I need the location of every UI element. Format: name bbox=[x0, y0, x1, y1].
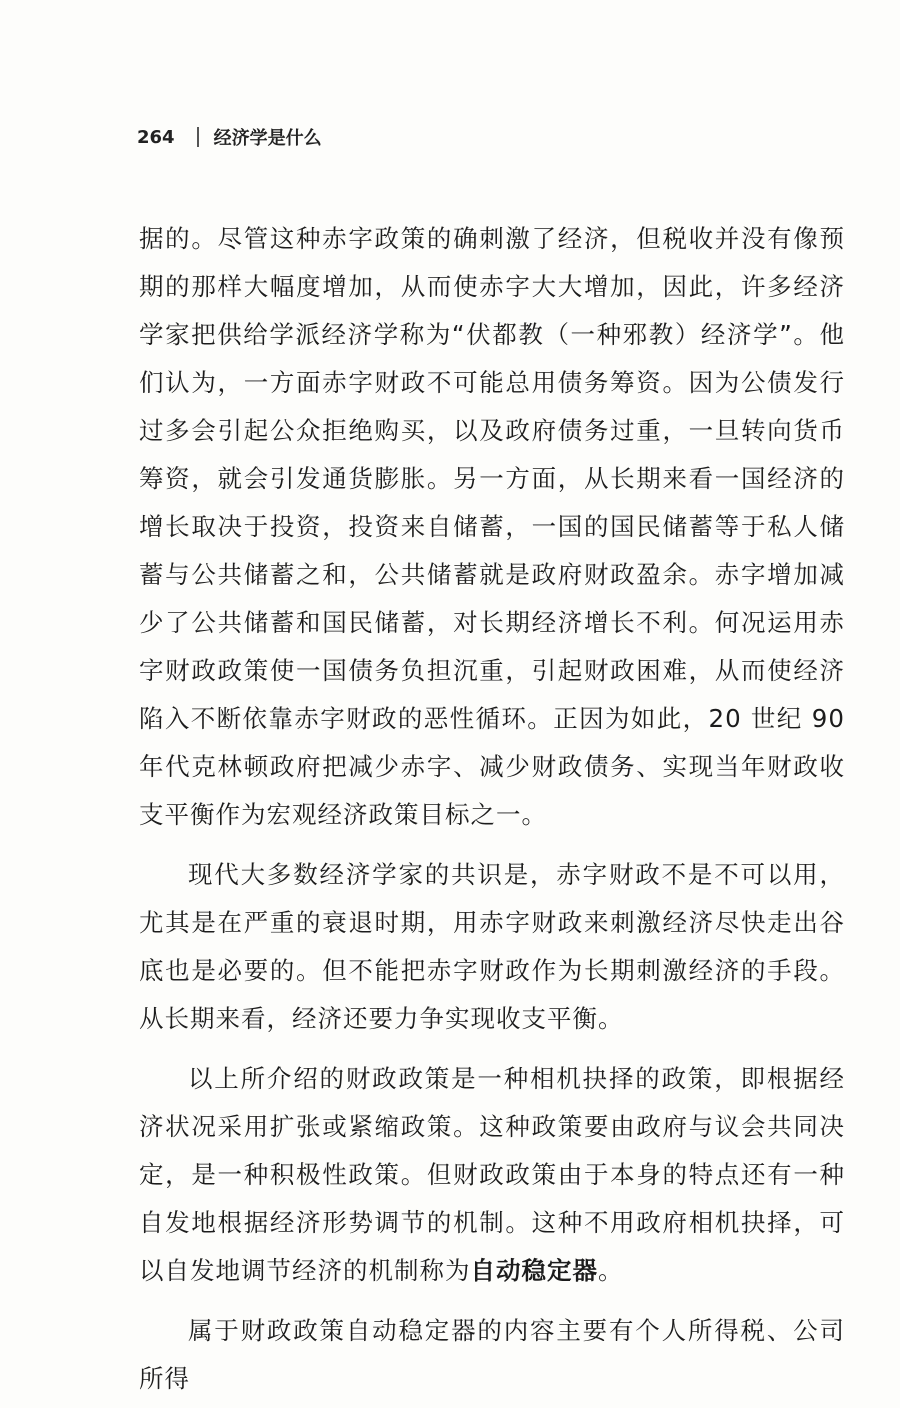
bold-term-automatic-stabilizer: 自动稳定器 bbox=[470, 1256, 598, 1285]
page-number: 264 bbox=[137, 126, 175, 148]
book-title: 经济学是什么 bbox=[213, 128, 322, 149]
paragraph-3 bbox=[139, 1055, 845, 1295]
paragraph-2: 现代大多数经济学家的共识是，赤字财政不是不可以用，尤其是在严重的衰退时期，用赤字财政来刺激经济尽快走出谷底也是必要的。但不能把赤字财政作为长期刺激经济的手段。从长期来看，经济还要力争实现收支平衡。 bbox=[139, 860, 845, 1033]
page-body bbox=[139, 215, 845, 1403]
paragraph-3-text: 以上所介绍的财政政策是一种相机抉择的政策，即根据经济状况采用扩张或紧缩政策。这种政策要由政府与议会共同决定，是一种积极性政策。但财政政策由于本身的特点还有一种自发地根据经济形势调节的机制。这种不用政府相机抉择，可以自发地调节经济的机制称为 bbox=[139, 1064, 845, 1285]
header-divider bbox=[197, 127, 199, 147]
paragraph-1: 据的。尽管这种赤字政策的确刺激了经济，但税收并没有像预期的那样大幅度增加，从而使赤字大大增加，因此，许多经济学家把供给学派经济学称为“伏都教（一种邪教）经济学”。他们认为，一方面赤字财政不可能总用债务筹资。因为公债发行过多会引起公众拒绝购买，以及政府债务过重，一旦转向货币筹资，就会引发通货膨胀。另一方面，从长期来看一国经济的增长取决于投资，投资来自储蓄，一国的国民储蓄等于私人储蓄与公共储蓄之和，公共储蓄就是政府财政盈余。赤字增加减少了公共储蓄和国民储蓄，对长期经济增长不利。何况运用赤字财政政策使一国债务负担沉重，引起财政困难，从而使经济陷入不断依靠赤字财政的恶性循环。正因为如此，20 世纪 90 年代克林顿政府把减少赤字、减少财政债务、实现当年财政收支平衡作为宏观经济政策目标之一。 bbox=[139, 224, 845, 829]
paragraph-4: 属于财政政策自动稳定器的内容主要有个人所得税、公司所得 bbox=[139, 1316, 845, 1393]
running-header bbox=[137, 120, 322, 154]
paragraph-3-end: 。 bbox=[598, 1256, 624, 1285]
